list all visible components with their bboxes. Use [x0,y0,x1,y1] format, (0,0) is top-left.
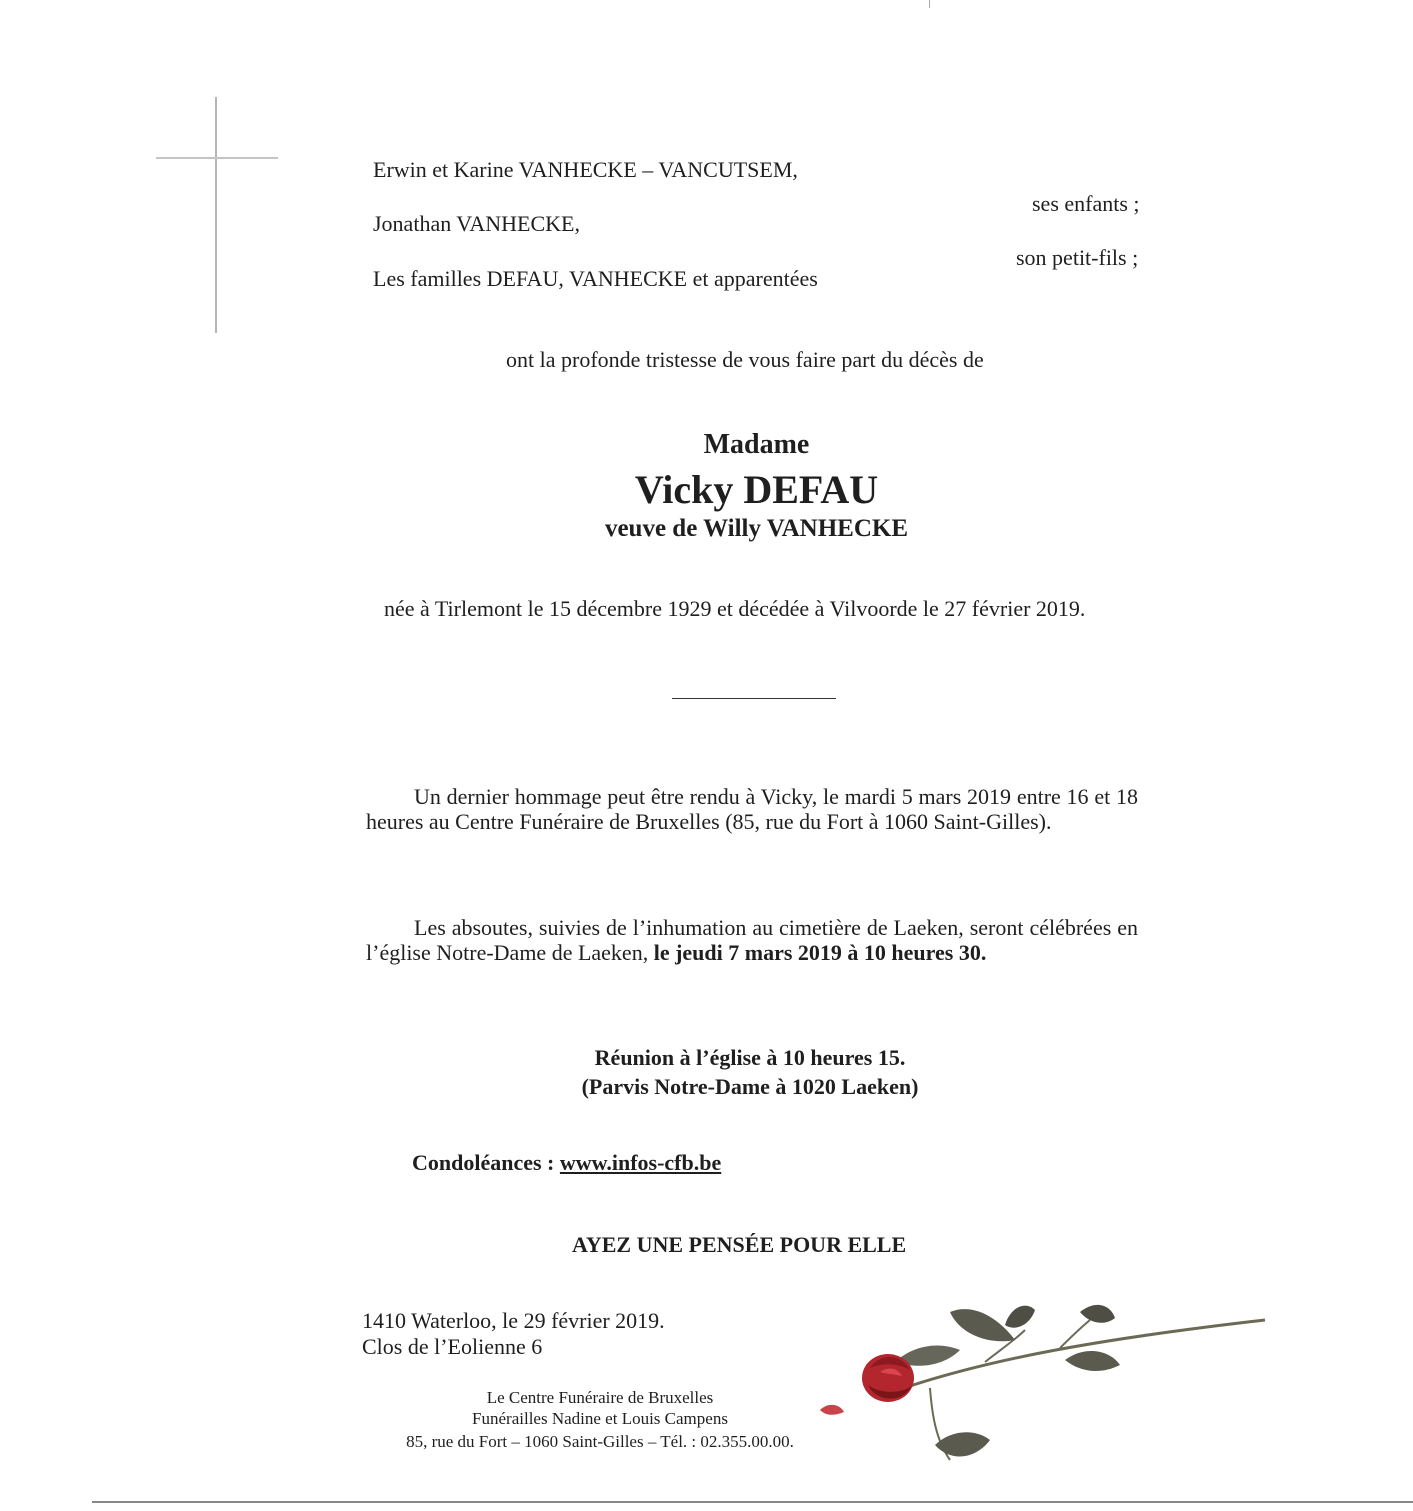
deceased-widow-of: veuve de Willy VANHECKE [604,515,909,542]
family-line-1: Erwin et Karine VANHECKE – VANCUTSEM, [373,157,798,182]
homage-paragraph: Un dernier hommage peut être rendu à Vicky, le mardi 5 mars 2019 entre 16 et 18 heures au Centre Funéraire de Bruxelles (85, rue du Fort à 1060 Saint-Gilles). [366,784,1138,834]
closing-line: AYEZ UNE PENSÉE POUR ELLE [572,1232,907,1257]
family-role-2: son petit-fils ; [1016,245,1139,270]
cross-horizontal-bar [156,157,278,159]
deceased-honorific: Madame [703,429,810,460]
divider [672,698,836,699]
announcement-intro: ont la profonde tristesse de vous faire part du décès de [506,347,984,372]
footer-line-3: 85, rue du Fort – 1060 Saint-Gilles – Tél. : 02.355.00.00. [406,1432,794,1451]
meeting-line-2: (Parvis Notre-Dame à 1020 Laeken) [581,1074,919,1099]
deceased-name: Vicky DEFAU [634,467,879,512]
rose-icon [810,1290,1270,1490]
family-line-2: Jonathan VANHECKE, [373,211,580,236]
birth-death-dates: née à Tirlemont le 15 décembre 1929 et décédée à Vilvoorde le 27 février 2019. [384,596,1086,621]
condolences [412,1150,721,1176]
family-role-1: ses enfants ; [1032,191,1140,216]
address-line-1: 1410 Waterloo, le 29 février 2019. [362,1308,665,1333]
condolences-link[interactable]: www.infos-cfb.be [559,1150,722,1175]
meeting-line-1: Réunion à l’église à 10 heures 15. [594,1045,906,1070]
scan-mark [929,0,930,8]
funeral-paragraph [366,915,1138,965]
funeral-date-time: le jeudi 7 mars 2019 à 10 heures 30. [653,940,987,965]
address-line-2: Clos de l’Eolienne 6 [362,1334,543,1359]
cross-vertical-bar [215,97,217,333]
footer-line-2: Funérailles Nadine et Louis Campens [472,1409,728,1428]
bottom-rule [92,1501,1413,1503]
condolences-label: Condoléances : [412,1150,555,1175]
funeral-text: Les absoutes, suivies de l’inhumation au cimetière de Laeken, seront célébrées en l’église Notre-Dame de Laeken, [366,915,1138,965]
family-line-3: Les familles DEFAU, VANHECKE et apparentées [373,266,818,291]
footer-line-1: Le Centre Funéraire de Bruxelles [486,1388,714,1407]
